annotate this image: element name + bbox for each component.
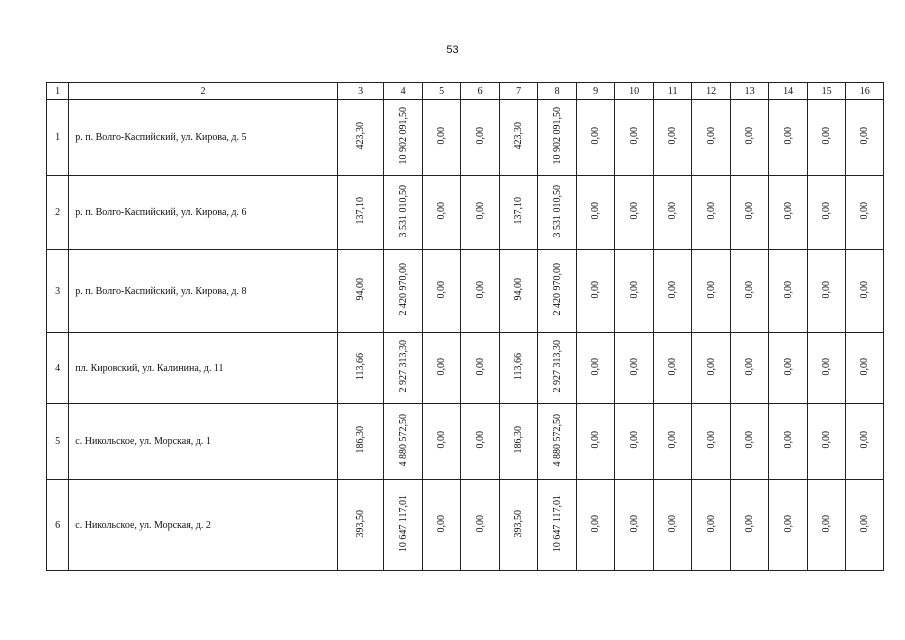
row-number: 6 [47, 480, 69, 571]
value-text: 0,00 [628, 202, 640, 220]
col-header: 5 [422, 83, 461, 100]
value-cell [422, 176, 461, 250]
value-text: 0,00 [705, 280, 717, 299]
value-text: 0,00 [782, 357, 794, 376]
value-text: 0,00 [859, 514, 871, 533]
value-text: 3 531 010,50 [551, 184, 563, 238]
address-cell: с. Никольское, ул. Морская, д. 1 [69, 404, 338, 480]
value-cell [615, 100, 654, 176]
value-text: 0,00 [782, 514, 794, 533]
value-cell [499, 100, 538, 176]
data-table [46, 82, 884, 571]
value-cell [692, 404, 731, 480]
value-text: 0,00 [821, 280, 833, 299]
value-text: 137,10 [355, 197, 367, 225]
col-header: 15 [807, 83, 846, 100]
header-row [47, 83, 884, 100]
row-number: 2 [47, 176, 69, 250]
value-cell [337, 100, 384, 176]
value-text: 393,50 [513, 509, 525, 538]
value-text: 0,00 [436, 202, 448, 220]
value-text: 0,00 [628, 357, 640, 376]
value-cell [499, 333, 538, 404]
value-text: 4 880 572,50 [551, 413, 563, 467]
value-text: 0,00 [436, 357, 448, 376]
table-row [47, 480, 884, 571]
value-cell [615, 333, 654, 404]
value-cell [769, 333, 808, 404]
value-cell [384, 333, 423, 404]
value-cell [499, 404, 538, 480]
value-text: 393,50 [355, 509, 367, 538]
value-cell [653, 176, 692, 250]
value-cell [807, 176, 846, 250]
value-text: 0,00 [628, 280, 640, 299]
value-text: 10 647 117,01 [397, 494, 409, 553]
value-text: 186,30 [513, 426, 525, 454]
address-cell: р. п. Волго-Каспийский, ул. Кирова, д. 5 [69, 100, 338, 176]
value-text: 113,66 [355, 352, 367, 381]
value-text: 0,00 [859, 127, 871, 145]
col-header: 14 [769, 83, 808, 100]
value-cell [499, 176, 538, 250]
value-text: 10 902 091,50 [397, 107, 409, 165]
value-cell [538, 250, 577, 333]
col-header: 3 [337, 83, 384, 100]
address-cell: р. п. Волго-Каспийский, ул. Кирова, д. 6 [69, 176, 338, 250]
value-text: 0,00 [705, 431, 717, 449]
value-cell [461, 480, 500, 571]
value-text: 137,10 [513, 197, 525, 225]
value-text: 0,00 [667, 280, 679, 299]
value-text: 0,00 [667, 514, 679, 533]
value-text: 2 420 970,00 [551, 263, 563, 316]
col-header: 10 [615, 83, 654, 100]
value-text: 0,00 [821, 127, 833, 145]
value-cell [653, 404, 692, 480]
row-number: 4 [47, 333, 69, 404]
value-text: 0,00 [590, 202, 602, 220]
value-text: 0,00 [821, 357, 833, 376]
table-row [47, 250, 884, 333]
value-text: 0,00 [628, 431, 640, 449]
table-row [47, 100, 884, 176]
value-text: 0,00 [821, 431, 833, 449]
value-text: 0,00 [590, 431, 602, 449]
value-cell [337, 250, 384, 333]
value-text: 0,00 [474, 514, 486, 533]
value-cell [337, 480, 384, 571]
col-header: 13 [730, 83, 769, 100]
value-text: 0,00 [474, 357, 486, 376]
value-cell [422, 333, 461, 404]
col-header: 8 [538, 83, 577, 100]
value-cell [730, 404, 769, 480]
value-cell [692, 333, 731, 404]
value-cell [538, 480, 577, 571]
value-cell [769, 404, 808, 480]
col-header: 12 [692, 83, 731, 100]
value-text: 0,00 [590, 127, 602, 145]
value-cell [730, 176, 769, 250]
col-header: 11 [653, 83, 692, 100]
value-cell [384, 404, 423, 480]
col-header: 6 [461, 83, 500, 100]
value-cell [538, 176, 577, 250]
page-number: 53 [446, 44, 459, 56]
col-header: 1 [47, 83, 69, 100]
value-text: 94,00 [513, 278, 525, 301]
value-cell [730, 250, 769, 333]
value-cell [576, 404, 615, 480]
value-cell [769, 250, 808, 333]
value-cell [769, 176, 808, 250]
col-header: 4 [384, 83, 423, 100]
table-row [47, 404, 884, 480]
row-number: 3 [47, 250, 69, 333]
value-text: 0,00 [782, 127, 794, 145]
value-cell [461, 404, 500, 480]
value-text: 0,00 [744, 280, 756, 299]
value-cell [576, 176, 615, 250]
value-cell [422, 100, 461, 176]
value-text: 0,00 [859, 202, 871, 220]
value-cell [846, 480, 884, 571]
value-text: 0,00 [705, 357, 717, 376]
address-cell: р. п. Волго-Каспийский, ул. Кирова, д. 8 [69, 250, 338, 333]
value-cell [846, 333, 884, 404]
value-cell [337, 333, 384, 404]
row-number: 1 [47, 100, 69, 176]
value-cell [807, 480, 846, 571]
value-text: 0,00 [667, 202, 679, 220]
value-cell [615, 176, 654, 250]
value-cell [576, 333, 615, 404]
value-cell [461, 333, 500, 404]
value-cell [422, 480, 461, 571]
value-text: 0,00 [744, 357, 756, 376]
value-text: 0,00 [474, 127, 486, 145]
value-cell [461, 250, 500, 333]
value-cell [615, 404, 654, 480]
value-text: 0,00 [821, 202, 833, 220]
value-text: 0,00 [782, 202, 794, 220]
value-text: 0,00 [590, 280, 602, 299]
value-cell [538, 100, 577, 176]
value-text: 0,00 [628, 514, 640, 533]
table-row [47, 333, 884, 404]
value-text: 0,00 [628, 127, 640, 145]
address-cell: с. Никольское, ул. Морская, д. 2 [69, 480, 338, 571]
value-cell [653, 250, 692, 333]
value-cell [384, 100, 423, 176]
value-text: 2 927 313,30 [551, 340, 563, 393]
value-cell [337, 404, 384, 480]
value-text: 0,00 [859, 357, 871, 376]
value-cell [730, 333, 769, 404]
value-text: 423,30 [355, 122, 367, 150]
value-cell [730, 100, 769, 176]
value-text: 0,00 [821, 514, 833, 533]
value-cell [653, 100, 692, 176]
value-cell [807, 250, 846, 333]
table-row [47, 176, 884, 250]
value-text: 0,00 [705, 202, 717, 220]
value-cell [692, 250, 731, 333]
value-text: 0,00 [782, 431, 794, 449]
value-cell [692, 100, 731, 176]
value-cell [422, 404, 461, 480]
value-text: 0,00 [590, 357, 602, 376]
value-text: 0,00 [744, 127, 756, 145]
value-cell [730, 480, 769, 571]
value-cell [692, 176, 731, 250]
value-cell [499, 480, 538, 571]
value-text: 0,00 [590, 514, 602, 533]
value-cell [807, 100, 846, 176]
value-text: 10 647 117,01 [551, 494, 563, 553]
value-text: 3 531 010,50 [397, 184, 409, 238]
value-text: 0,00 [744, 431, 756, 449]
col-header: 7 [499, 83, 538, 100]
value-cell [499, 250, 538, 333]
value-text: 0,00 [667, 127, 679, 145]
value-cell [615, 250, 654, 333]
value-cell [384, 176, 423, 250]
value-cell [846, 250, 884, 333]
value-text: 0,00 [744, 202, 756, 220]
value-text: 2 927 313,30 [397, 340, 409, 393]
value-text: 4 880 572,50 [397, 413, 409, 467]
value-cell [461, 176, 500, 250]
value-text: 186,30 [355, 426, 367, 454]
value-cell [769, 100, 808, 176]
value-cell [576, 480, 615, 571]
value-cell [384, 480, 423, 571]
value-cell [769, 480, 808, 571]
value-cell [807, 333, 846, 404]
value-cell [576, 250, 615, 333]
value-text: 0,00 [474, 431, 486, 449]
value-text: 0,00 [436, 431, 448, 449]
value-cell [653, 333, 692, 404]
value-cell [653, 480, 692, 571]
col-header: 9 [576, 83, 615, 100]
value-cell [384, 250, 423, 333]
value-text: 0,00 [705, 127, 717, 145]
value-text: 0,00 [859, 431, 871, 449]
value-cell [576, 100, 615, 176]
value-text: 0,00 [436, 280, 448, 299]
value-cell [337, 176, 384, 250]
value-text: 113,66 [513, 352, 525, 381]
row-number: 5 [47, 404, 69, 480]
value-cell [538, 333, 577, 404]
value-cell [692, 480, 731, 571]
value-text: 0,00 [667, 431, 679, 449]
value-text: 0,00 [436, 127, 448, 145]
value-text: 0,00 [782, 280, 794, 299]
value-cell [807, 404, 846, 480]
value-cell [538, 404, 577, 480]
value-text: 0,00 [436, 514, 448, 533]
value-text: 0,00 [859, 280, 871, 299]
value-cell [846, 100, 884, 176]
value-text: 0,00 [705, 514, 717, 533]
value-cell [461, 100, 500, 176]
address-cell: пл. Кировский, ул. Калинина, д. 11 [69, 333, 338, 404]
value-text: 2 420 970,00 [397, 263, 409, 316]
value-text: 0,00 [474, 280, 486, 299]
value-text: 10 902 091,50 [551, 107, 563, 165]
value-cell [846, 176, 884, 250]
value-text: 0,00 [744, 514, 756, 533]
value-text: 423,30 [513, 122, 525, 150]
value-cell [846, 404, 884, 480]
value-cell [615, 480, 654, 571]
col-header: 2 [69, 83, 338, 100]
col-header: 16 [846, 83, 884, 100]
value-text: 0,00 [667, 357, 679, 376]
value-text: 94,00 [355, 278, 367, 301]
value-text: 0,00 [474, 202, 486, 220]
value-cell [422, 250, 461, 333]
